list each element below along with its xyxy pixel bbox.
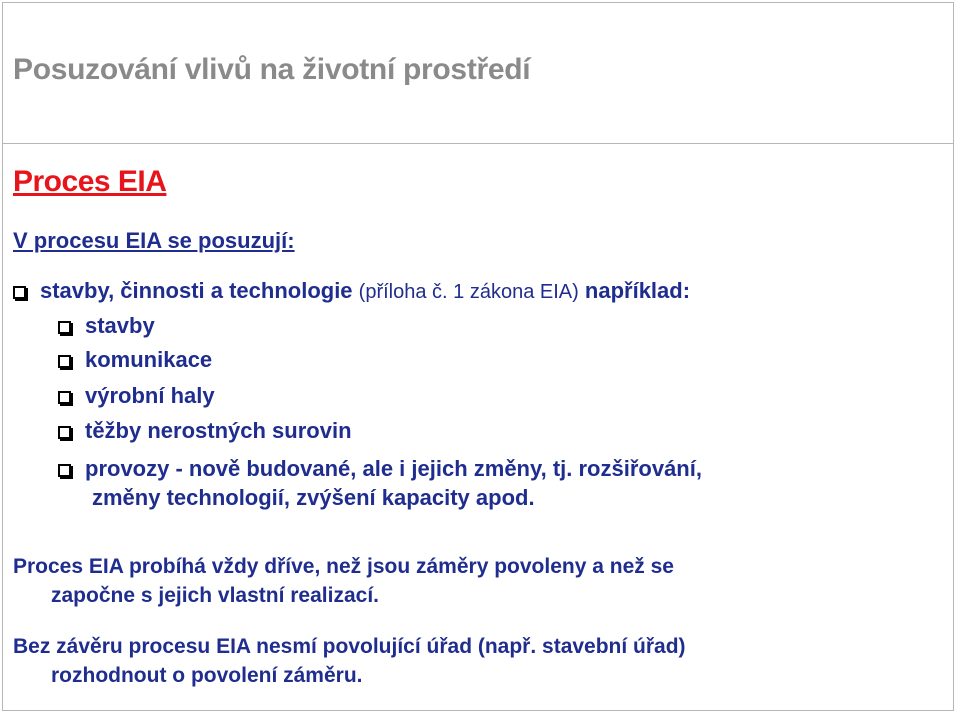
paragraph-2-line-1: Bez závěru procesu EIA nesmí povolující úřad (např. stavební úřad) [13,635,686,658]
list-item [58,382,215,410]
checkbox-bullet-icon [58,426,71,439]
checkbox-bullet-icon [58,464,71,477]
section-heading: Proces EIA [13,165,167,198]
slide-frame [2,2,954,711]
paragraph-2 [13,632,686,690]
main-item-note: (příloha č. 1 zákona EIA) [358,281,579,303]
checkbox-bullet-icon [58,321,71,334]
paragraph-1-line-2: započne s jejich vlastní realizací. [51,584,379,607]
checkbox-bullet-icon [58,355,71,368]
paragraph-1-line-1: Proces EIA probíhá vždy dříve, než jsou záměry povoleny a než se [13,555,674,578]
list-item [58,455,702,483]
list-item [58,417,352,445]
paragraph-1 [13,552,674,610]
list-item-label: těžby nerostných surovin [85,418,352,443]
title-box [3,3,953,144]
main-item-suffix: například: [584,278,691,303]
list-item-label: provozy - nově budované, ale i jejich změny, tj. rozšiřování, [85,456,702,481]
list-item [58,346,212,374]
paragraph-2-line-2: rozhodnout o povolení záměru. [51,664,363,687]
list-item-label: stavby [85,313,155,338]
page-title: Posuzování vlivů na životní prostředí [13,53,531,86]
main-list-item [13,277,690,306]
checkbox-bullet-icon [13,286,26,299]
main-item-bold: stavby, činnosti a technologie [40,278,353,303]
list-item-label: komunikace [85,347,213,372]
subheading: V procesu EIA se posuzují: [13,228,295,253]
checkbox-bullet-icon [58,391,71,404]
list-item-continuation: změny technologií, zvýšení kapacity apod. [92,485,535,510]
list-item [58,312,155,340]
list-item-label: výrobní haly [85,383,215,408]
